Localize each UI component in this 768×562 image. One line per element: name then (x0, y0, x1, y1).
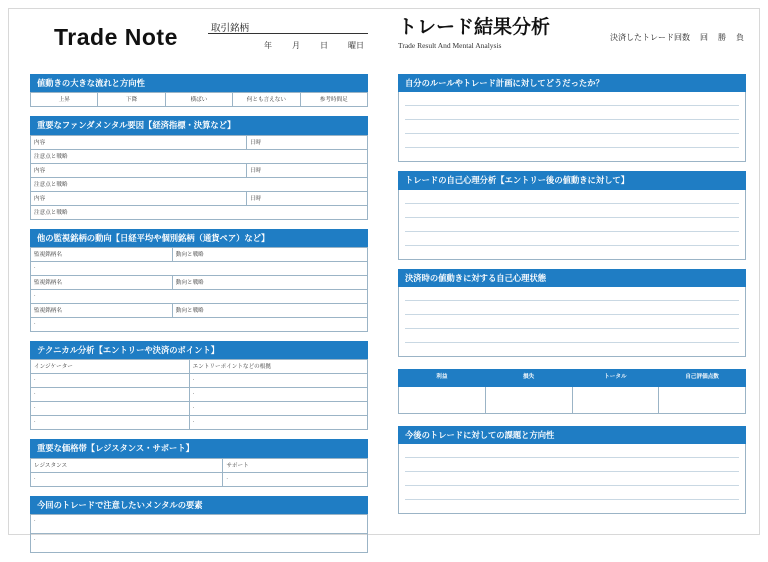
table-row (31, 163, 368, 177)
trade-count-label: 決済したトレード回数 (610, 33, 690, 42)
section-mental-notes (30, 496, 368, 553)
table-row (31, 276, 368, 290)
cell-datetime-label[interactable]: 日時 (246, 191, 367, 205)
symbol-field-group (208, 18, 368, 51)
right-title-group (398, 18, 550, 50)
cell-watch-symbol-label[interactable]: 監視銘柄名 (31, 248, 173, 262)
result-summary-table (398, 369, 746, 414)
trade-lose-label[interactable]: 負 (736, 33, 744, 42)
trend-direction-table (30, 92, 368, 107)
write-line[interactable] (405, 486, 739, 500)
table-row (31, 248, 368, 262)
entry-psychology-writing-area[interactable] (398, 190, 746, 260)
date-day-label: 日 (320, 41, 328, 50)
cell-resistance-label[interactable]: レジスタンス (31, 458, 223, 472)
write-line[interactable] (405, 500, 739, 513)
cell-strategy-label[interactable]: 注意点と戦略 (31, 177, 368, 191)
write-line[interactable] (405, 246, 739, 259)
section-heading: 重要な価格帯【レジスタンス・サポート】 (30, 439, 368, 457)
write-line[interactable] (405, 106, 739, 120)
write-line[interactable] (405, 120, 739, 134)
date-year-label: 年 (264, 41, 272, 50)
cell-watch-symbol-label[interactable]: 監視銘柄名 (31, 304, 173, 318)
cell-support-label[interactable]: サポート (223, 458, 368, 472)
cell-watch-note[interactable]: . (31, 318, 368, 332)
table-row (31, 262, 368, 276)
cell-resistance-value[interactable]: . (31, 472, 223, 486)
cell-mental-note[interactable]: . (31, 534, 368, 553)
write-line[interactable] (405, 218, 739, 232)
table-row (31, 374, 368, 388)
cell-watch-symbol-label[interactable]: 監視銘柄名 (31, 276, 173, 290)
mental-notes-table (30, 514, 368, 553)
right-column (398, 18, 746, 523)
cell-watch-strategy-label[interactable]: 動向と戦略 (172, 248, 367, 262)
section-future-tasks (398, 426, 746, 514)
write-line[interactable] (405, 444, 739, 458)
cell-down[interactable]: 下降 (98, 93, 165, 107)
cell-entry-reason-value[interactable]: . (189, 388, 367, 402)
table-row (31, 416, 368, 430)
trade-count-group (610, 32, 746, 43)
section-entry-psychology (398, 171, 746, 259)
table-row (31, 360, 368, 374)
section-heading: 重要なファンダメンタル要因【経済指標・決算など】 (30, 116, 368, 134)
table-row (31, 177, 368, 191)
cell-strategy-label[interactable]: 注意点と戦略 (31, 205, 368, 219)
cell-watch-strategy-label[interactable]: 動向と戦略 (172, 304, 367, 318)
value-profit[interactable] (399, 387, 486, 414)
table-header-row (399, 370, 746, 387)
write-line[interactable] (405, 204, 739, 218)
cell-entry-reason-value[interactable]: . (189, 416, 367, 430)
section-heading: テクニカル分析【エントリーや決済のポイント】 (30, 341, 368, 359)
table-row (31, 93, 368, 107)
write-line[interactable] (405, 472, 739, 486)
write-line[interactable] (405, 134, 739, 148)
cell-mental-note[interactable]: . (31, 515, 368, 534)
header-self-score: 自己評価点数 (659, 370, 746, 387)
cell-indicator-value[interactable]: . (31, 388, 190, 402)
section-heading: 今回のトレードで注意したいメンタルの要素 (30, 496, 368, 514)
header-loss: 損失 (485, 370, 572, 387)
section-heading: 決済時の値動きに対する自己心理状態 (398, 269, 746, 287)
cell-datetime-label[interactable]: 日時 (246, 163, 367, 177)
cell-content-label[interactable]: 内容 (31, 135, 247, 149)
cell-timeframe[interactable]: 参考時間足 (300, 93, 367, 107)
write-line[interactable] (405, 458, 739, 472)
header-profit: 利益 (399, 370, 486, 387)
value-self-score[interactable] (659, 387, 746, 414)
cell-entry-reason-value[interactable]: . (189, 374, 367, 388)
cell-indicator-value[interactable]: . (31, 416, 190, 430)
section-rules-review (398, 74, 746, 162)
table-row (31, 205, 368, 219)
table-row (399, 387, 746, 414)
cell-content-label[interactable]: 内容 (31, 191, 247, 205)
technical-analysis-table (30, 359, 368, 430)
left-header (30, 18, 368, 74)
cell-unclear[interactable]: 何とも言えない (233, 93, 300, 107)
header-total: トータル (572, 370, 659, 387)
write-line[interactable] (405, 301, 739, 315)
cell-up[interactable]: 上昇 (31, 93, 98, 107)
table-row (31, 318, 368, 332)
table-row (31, 472, 368, 486)
table-row (31, 304, 368, 318)
cell-indicator-value[interactable]: . (31, 374, 190, 388)
cell-flat[interactable]: 横ばい (165, 93, 232, 107)
cell-entry-reason-label[interactable]: エントリーポイントなどの根拠 (189, 360, 367, 374)
date-month-label: 月 (292, 41, 300, 50)
value-total[interactable] (572, 387, 659, 414)
table-row (31, 191, 368, 205)
page-title: Trade Note (54, 24, 178, 50)
section-heading: 他の監視銘柄の動向【日経平均や個別銘柄（通貨ペア）など】 (30, 229, 368, 247)
table-row (31, 388, 368, 402)
date-field-row (208, 34, 368, 51)
cell-strategy-label[interactable]: 注意点と戦略 (31, 149, 368, 163)
table-row (31, 135, 368, 149)
table-row (31, 149, 368, 163)
write-line[interactable] (405, 148, 739, 161)
write-line[interactable] (405, 232, 739, 246)
value-loss[interactable] (485, 387, 572, 414)
section-technical-analysis (30, 341, 368, 430)
section-watchlist (30, 229, 368, 332)
table-row (31, 515, 368, 534)
cell-watch-note[interactable]: . (31, 262, 368, 276)
write-line[interactable] (405, 190, 739, 204)
future-tasks-writing-area[interactable] (398, 444, 746, 514)
key-price-zones-table (30, 458, 368, 487)
write-line[interactable] (405, 287, 739, 301)
section-key-price-zones (30, 439, 368, 486)
exit-psychology-writing-area[interactable] (398, 287, 746, 357)
cell-indicator-label[interactable]: インジケーター (31, 360, 190, 374)
table-row (31, 534, 368, 553)
section-fundamentals (30, 116, 368, 219)
table-row (31, 402, 368, 416)
cell-support-value[interactable]: . (223, 472, 368, 486)
table-row (31, 290, 368, 304)
watchlist-table (30, 247, 368, 332)
right-header (398, 18, 746, 74)
table-row (31, 458, 368, 472)
cell-indicator-value[interactable]: . (31, 402, 190, 416)
date-weekday-label: 曜日 (348, 41, 364, 50)
section-heading: トレードの自己心理分析【エントリー後の値動きに対して】 (398, 171, 746, 189)
section-exit-psychology (398, 269, 746, 357)
write-line[interactable] (405, 329, 739, 343)
write-line[interactable] (405, 92, 739, 106)
section-heading: 値動きの大きな流れと方向性 (30, 74, 368, 92)
section-heading: 今後のトレードに対しての課題と方向性 (398, 426, 746, 444)
cell-entry-reason-value[interactable]: . (189, 402, 367, 416)
cell-watch-strategy-label[interactable]: 動向と戦略 (172, 276, 367, 290)
result-subtitle: Trade Result And Mental Analysis (398, 40, 502, 50)
section-result-table (398, 369, 746, 414)
section-heading: 自分のルールやトレード計画に対してどうだったか？ (398, 74, 746, 92)
write-line[interactable] (405, 343, 739, 356)
fundamentals-table (30, 135, 368, 220)
cell-watch-note[interactable]: . (31, 290, 368, 304)
rules-review-writing-area[interactable] (398, 92, 746, 162)
trade-win-label[interactable]: 勝 (718, 33, 726, 42)
section-trend-direction (30, 74, 368, 107)
cell-content-label[interactable]: 内容 (31, 163, 247, 177)
symbol-input[interactable]: 取引銘柄 (208, 18, 368, 34)
cell-datetime-label[interactable]: 日時 (246, 135, 367, 149)
trade-count-unit[interactable]: 回 (700, 33, 708, 42)
result-title: トレード結果分析 (398, 17, 551, 38)
left-column (30, 18, 368, 562)
write-line[interactable] (405, 315, 739, 329)
